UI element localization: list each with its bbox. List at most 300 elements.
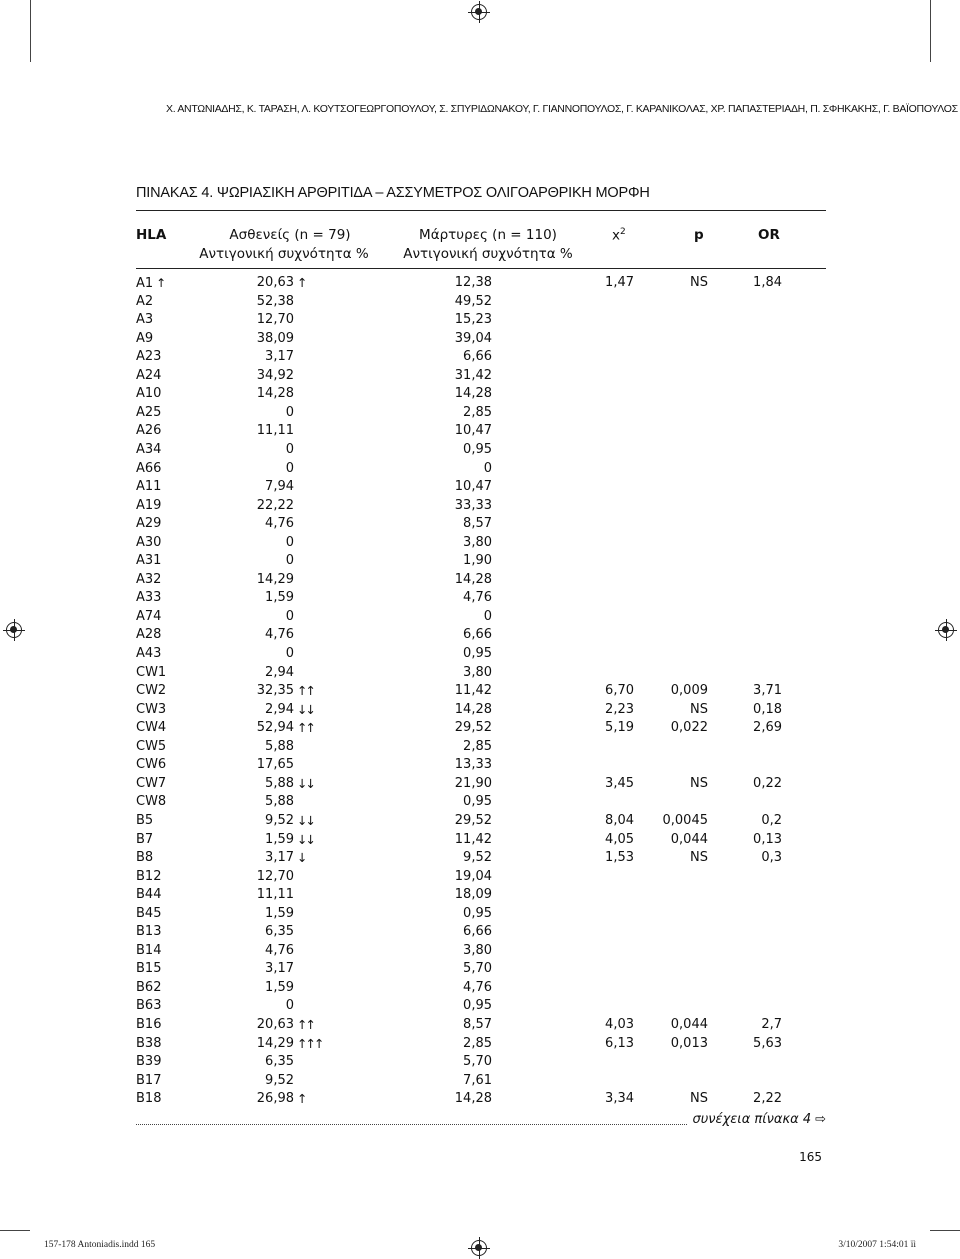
cell-controls-value: 9,52 <box>463 850 492 866</box>
cell-controls-value: 8,57 <box>463 516 492 532</box>
cell-controls <box>420 311 492 330</box>
cell-hla <box>136 1016 196 1035</box>
cell-patients-value: 20,63 <box>256 275 294 290</box>
cell-hla-value: A31 <box>136 553 162 569</box>
cell-controls <box>420 868 492 887</box>
cell-or-value: 0,2 <box>761 812 782 828</box>
cell-patients <box>214 589 294 608</box>
cell-or-value: 3,71 <box>753 683 782 699</box>
registration-mark-left-icon <box>6 622 22 638</box>
cell-controls <box>420 682 492 701</box>
cell-hla-value: B63 <box>136 998 162 1014</box>
cell-controls-value: 21,90 <box>454 775 492 791</box>
cell-controls <box>420 756 492 775</box>
cell-patients <box>214 385 294 404</box>
patients-trend-arrow-icon: ↑↑ <box>297 720 314 736</box>
cell-hla-value: A34 <box>136 441 162 457</box>
cell-hla-value: B13 <box>136 924 162 940</box>
cell-patients-value: 1,59 <box>265 905 294 921</box>
cell-controls <box>420 997 492 1016</box>
cell-patients <box>214 905 294 924</box>
footer-rule-right <box>930 1230 960 1231</box>
cell-hla <box>136 793 196 812</box>
cell-patients <box>214 831 294 850</box>
cell-hla <box>136 849 196 868</box>
cell-controls-value: 6,66 <box>463 627 492 643</box>
cell-controls-value: 0 <box>483 460 492 476</box>
cell-controls-value: 0,95 <box>463 441 492 457</box>
cell-controls-value: 4,76 <box>463 979 492 995</box>
chi2-label: x <box>612 227 620 244</box>
cell-hla-value: A30 <box>136 534 162 550</box>
cell-p <box>652 701 708 720</box>
cell-patients <box>214 645 294 664</box>
cell-hla <box>136 682 196 701</box>
cell-patients <box>214 886 294 905</box>
cell-or <box>736 849 782 868</box>
cell-controls <box>420 1035 492 1054</box>
cell-hla-value: A26 <box>136 423 162 439</box>
cell-hla <box>136 1053 196 1072</box>
cell-hla-value: B8 <box>136 850 154 866</box>
cell-controls-value: 12,38 <box>454 275 492 290</box>
cell-p-value: 0,044 <box>670 831 708 847</box>
cell-controls-value: 3,80 <box>463 942 492 958</box>
cell-hla <box>136 552 196 571</box>
patients-trend-arrow-icon: ↓↓ <box>297 831 314 847</box>
cell-or <box>736 775 782 794</box>
cell-chi2-value: 5,19 <box>605 720 634 736</box>
cell-p <box>652 1035 708 1054</box>
cell-patients <box>214 1072 294 1091</box>
cell-hla-value: A3 <box>136 312 154 328</box>
cell-patients <box>214 1053 294 1072</box>
cell-patients-value: 32,35 <box>256 683 294 699</box>
cell-patients <box>214 1090 294 1109</box>
cell-hla <box>136 311 196 330</box>
cell-hla <box>136 756 196 775</box>
cell-hla-value: A29 <box>136 516 162 532</box>
cell-hla <box>136 775 196 794</box>
cell-chi2-value: 6,70 <box>605 683 634 699</box>
cell-patients-value: 4,76 <box>265 942 294 958</box>
cell-chi2-value: 1,53 <box>605 850 634 866</box>
cell-p-value: NS <box>690 1091 708 1107</box>
footer-rule-left <box>0 1230 30 1231</box>
cell-patients <box>214 812 294 831</box>
cell-hla-value: A2 <box>136 293 154 309</box>
cell-hla-value: B16 <box>136 1017 162 1032</box>
cell-hla-value: A33 <box>136 590 162 606</box>
cell-patients <box>214 478 294 497</box>
cell-hla <box>136 645 196 664</box>
cell-chi2-value: 6,13 <box>605 1035 634 1051</box>
cell-patients-value: 26,98 <box>256 1091 294 1107</box>
cell-patients <box>214 701 294 720</box>
cell-hla <box>136 274 196 294</box>
cell-p-value: NS <box>690 275 708 290</box>
cell-controls-value: 0,95 <box>463 905 492 921</box>
cell-controls-value: 29,52 <box>454 720 492 736</box>
cell-controls <box>420 385 492 404</box>
cell-patients-value: 38,09 <box>256 330 294 346</box>
cell-controls <box>420 942 492 961</box>
cell-chi2-value: 4,05 <box>605 831 634 847</box>
cell-controls <box>420 979 492 998</box>
cell-controls <box>420 793 492 812</box>
cell-controls-value: 5,70 <box>463 961 492 977</box>
cell-or <box>736 1016 782 1035</box>
cell-hla-value: A32 <box>136 571 162 587</box>
cell-chi2-value: 1,47 <box>605 275 634 290</box>
table-title: ΠΙΝΑΚΑΣ 4. ΨΩΡΙΑΣΙΚΗ ΑΡΘΡΙΤΙΔΑ – ΑΣΣΥΜΕΤΡΟΣ ΟΛΙΓΟΑΡΘΡΙΚΗ ΜΟΡΦΗ <box>136 185 650 201</box>
cell-hla <box>136 905 196 924</box>
cell-patients-value: 52,38 <box>256 293 294 309</box>
cell-p-value: NS <box>690 850 708 866</box>
cell-controls-value: 3,80 <box>463 534 492 550</box>
cell-or-value: 2,7 <box>761 1017 782 1032</box>
cell-p <box>652 274 708 293</box>
cell-chi2 <box>590 849 634 868</box>
cell-controls <box>420 886 492 905</box>
cell-chi2-value: 8,04 <box>605 812 634 828</box>
cell-hla <box>136 1035 196 1054</box>
col-header-controls: Μάρτυρες (n = 110) <box>419 227 557 243</box>
cell-patients <box>214 979 294 998</box>
cell-p-value: 0,044 <box>670 1017 708 1032</box>
registration-mark-top-icon <box>471 4 487 20</box>
cell-or-value: 0,22 <box>753 775 782 791</box>
cell-patients <box>214 293 294 312</box>
cell-hla <box>136 478 196 497</box>
cell-chi2 <box>590 831 634 850</box>
patients-trend-arrow-icon: ↑↑↑ <box>297 1035 323 1051</box>
cell-p-value: NS <box>690 775 708 791</box>
cell-p <box>652 1016 708 1035</box>
cell-controls <box>420 923 492 942</box>
cell-hla <box>136 868 196 887</box>
cell-controls <box>420 348 492 367</box>
cell-hla <box>136 701 196 720</box>
cell-hla <box>136 738 196 757</box>
cell-controls <box>420 293 492 312</box>
cell-p <box>652 849 708 868</box>
cell-or-value: 5,63 <box>753 1035 782 1051</box>
cell-hla-value: B12 <box>136 868 162 884</box>
cell-hla <box>136 923 196 942</box>
cell-p-value: 0,013 <box>670 1035 708 1051</box>
cell-patients-value: 0 <box>285 646 294 661</box>
cell-patients-value: 7,94 <box>265 479 294 495</box>
cell-patients <box>214 942 294 961</box>
cell-chi2 <box>590 719 634 738</box>
cell-p <box>652 719 708 738</box>
cell-patients <box>214 422 294 441</box>
cell-patients <box>214 719 294 738</box>
cell-hla-value: CW4 <box>136 720 167 736</box>
cell-controls <box>420 960 492 979</box>
cell-hla-value: B18 <box>136 1091 162 1107</box>
cell-hla <box>136 997 196 1016</box>
cell-or <box>736 812 782 831</box>
cell-hla-value: A10 <box>136 386 162 402</box>
cell-hla-value: B7 <box>136 831 154 847</box>
patients-trend-arrow-icon: ↓↓ <box>297 812 314 828</box>
cell-patients-value: 1,59 <box>265 590 294 606</box>
col-header-chi2 <box>612 227 626 244</box>
dotted-leader <box>136 1114 687 1125</box>
col-header-controls-sub: Αντιγονική συχνότητα % <box>403 246 573 262</box>
cell-or <box>736 1090 782 1109</box>
cell-controls-value: 10,47 <box>454 423 492 439</box>
cell-hla-value: A43 <box>136 646 162 661</box>
cell-controls-value: 4,76 <box>463 590 492 606</box>
cell-patients <box>214 330 294 349</box>
cell-hla <box>136 1090 196 1109</box>
cell-controls <box>420 775 492 794</box>
patients-trend-arrow-icon: ↓ <box>297 850 306 866</box>
cell-or-value: 0,3 <box>761 850 782 866</box>
cell-hla-value: A1 <box>136 276 154 291</box>
cell-chi2 <box>590 701 634 720</box>
cell-controls-value: 7,61 <box>463 1072 492 1088</box>
cell-hla-value: A25 <box>136 404 162 420</box>
cell-controls-value: 15,23 <box>454 312 492 328</box>
cell-patients <box>214 441 294 460</box>
cell-patients <box>214 311 294 330</box>
col-header-hla: HLA <box>136 227 167 243</box>
cell-or-value: 2,22 <box>753 1091 782 1107</box>
header-rule <box>136 268 826 269</box>
cell-patients <box>214 923 294 942</box>
patients-trend-arrow-icon: ↑↑ <box>297 683 314 699</box>
cell-controls <box>420 497 492 516</box>
cell-patients-value: 17,65 <box>256 757 294 773</box>
cell-controls <box>420 664 492 683</box>
cell-controls <box>420 849 492 868</box>
cell-hla-value: B62 <box>136 979 162 995</box>
cell-controls-value: 3,80 <box>463 664 492 680</box>
cell-controls-value: 0 <box>483 608 492 624</box>
cell-patients <box>214 756 294 775</box>
cell-hla <box>136 664 196 683</box>
cell-patients <box>214 571 294 590</box>
cell-patients-value: 2,94 <box>265 701 294 717</box>
cell-chi2 <box>590 274 634 293</box>
cell-controls <box>420 330 492 349</box>
cell-patients-value: 0 <box>285 441 294 457</box>
cell-controls <box>420 422 492 441</box>
cell-hla <box>136 422 196 441</box>
cell-controls <box>420 534 492 553</box>
cell-hla <box>136 942 196 961</box>
cell-controls <box>420 608 492 627</box>
running-header <box>166 103 958 115</box>
cell-patients <box>214 626 294 645</box>
cell-hla-value: A24 <box>136 367 162 383</box>
cell-patients-value: 34,92 <box>256 367 294 383</box>
cell-patients <box>214 534 294 553</box>
page-number: 165 <box>799 1150 822 1164</box>
cell-patients <box>214 868 294 887</box>
hla-trend-arrow-icon: ↑ <box>156 276 165 290</box>
patients-trend-arrow-icon: ↑↑ <box>297 1017 314 1032</box>
cell-hla-value: B45 <box>136 905 162 921</box>
cell-hla <box>136 330 196 349</box>
cell-controls-value: 2,85 <box>463 738 492 754</box>
cell-controls-value: 5,70 <box>463 1054 492 1070</box>
cell-chi2-value: 4,03 <box>605 1017 634 1032</box>
cell-p-value: 0,009 <box>670 683 708 699</box>
cell-controls <box>420 738 492 757</box>
cell-hla-value: A28 <box>136 627 162 643</box>
cell-p-value: NS <box>690 701 708 717</box>
cell-patients-value: 14,29 <box>256 571 294 587</box>
cell-controls <box>420 1090 492 1109</box>
cell-controls-value: 29,52 <box>454 812 492 828</box>
cell-controls-value: 6,66 <box>463 349 492 365</box>
cell-patients-value: 1,59 <box>265 831 294 847</box>
cell-patients-value: 12,70 <box>256 312 294 328</box>
cell-controls-value: 18,09 <box>454 887 492 903</box>
cell-chi2 <box>590 812 634 831</box>
patients-trend-arrow-icon: ↓↓ <box>297 775 314 791</box>
cell-hla-value: A23 <box>136 349 162 365</box>
cell-controls <box>420 701 492 720</box>
cell-hla-value: CW8 <box>136 794 167 810</box>
cell-hla <box>136 831 196 850</box>
cell-controls <box>420 367 492 386</box>
cell-hla-value: A66 <box>136 460 162 476</box>
cell-controls-value: 2,85 <box>463 1035 492 1051</box>
cell-patients-value: 5,88 <box>265 794 294 810</box>
patients-trend-arrow-icon: ↑ <box>297 275 306 290</box>
cell-hla <box>136 460 196 479</box>
cell-hla <box>136 960 196 979</box>
cell-controls <box>420 515 492 534</box>
cell-patients <box>214 274 294 293</box>
cell-or <box>736 701 782 720</box>
cell-hla-value: CW6 <box>136 757 167 773</box>
cell-controls-value: 31,42 <box>454 367 492 383</box>
cell-patients-value: 0 <box>285 553 294 569</box>
cell-chi2 <box>590 1016 634 1035</box>
cell-controls-value: 14,28 <box>454 1091 492 1107</box>
cell-p-value: 0,022 <box>670 720 708 736</box>
cell-controls <box>420 1072 492 1091</box>
cell-patients-value: 11,11 <box>256 423 294 439</box>
cell-patients <box>214 460 294 479</box>
cell-patients <box>214 1035 294 1054</box>
cell-or <box>736 1035 782 1054</box>
patients-trend-arrow-icon: ↑ <box>297 1091 306 1107</box>
cell-controls-value: 10,47 <box>454 479 492 495</box>
cell-controls <box>420 831 492 850</box>
print-footer <box>30 1240 930 1254</box>
footer-filename: 157-178 Antoniadis.indd 165 <box>44 1240 156 1250</box>
cell-controls <box>420 1053 492 1072</box>
cell-hla-value: A11 <box>136 479 162 495</box>
cell-patients-value: 9,52 <box>265 812 294 828</box>
cell-patients-value: 14,28 <box>256 386 294 402</box>
cell-controls-value: 0,95 <box>463 794 492 810</box>
cell-hla <box>136 1072 196 1091</box>
cell-patients <box>214 608 294 627</box>
cell-controls <box>420 645 492 664</box>
col-header-or: OR <box>758 227 780 243</box>
cell-patients-value: 0 <box>285 404 294 420</box>
cell-patients <box>214 793 294 812</box>
cell-chi2-value: 3,34 <box>605 1091 634 1107</box>
cell-chi2 <box>590 1035 634 1054</box>
cell-controls-value: 2,85 <box>463 404 492 420</box>
cell-patients-value: 52,94 <box>256 720 294 736</box>
cell-patients-value: 1,59 <box>265 979 294 995</box>
cell-hla <box>136 589 196 608</box>
cell-patients-value: 6,35 <box>265 1054 294 1070</box>
crop-mark-right <box>930 0 931 62</box>
cell-chi2-value: 2,23 <box>605 701 634 717</box>
cell-patients-value: 3,17 <box>265 850 294 866</box>
cell-patients <box>214 738 294 757</box>
cell-patients <box>214 367 294 386</box>
cell-hla-value: B5 <box>136 812 154 828</box>
cell-hla-value: B14 <box>136 942 162 958</box>
cell-hla-value: B17 <box>136 1072 162 1088</box>
cell-controls-value: 14,28 <box>454 571 492 587</box>
cell-patients <box>214 1016 294 1035</box>
cell-patients <box>214 404 294 423</box>
cell-patients <box>214 960 294 979</box>
cell-controls <box>420 626 492 645</box>
cell-controls <box>420 571 492 590</box>
cell-patients-value: 4,76 <box>265 516 294 532</box>
cell-hla <box>136 404 196 423</box>
cell-p <box>652 831 708 850</box>
cell-hla <box>136 886 196 905</box>
registration-mark-right-icon <box>938 622 954 638</box>
cell-patients <box>214 348 294 367</box>
cell-controls-value: 13,33 <box>454 757 492 773</box>
cell-p <box>652 775 708 794</box>
cell-or <box>736 719 782 738</box>
cell-patients-value: 14,29 <box>256 1035 294 1051</box>
cell-controls-value: 1,90 <box>463 553 492 569</box>
cell-patients-value: 5,88 <box>265 738 294 754</box>
cell-hla <box>136 385 196 404</box>
cell-patients <box>214 515 294 534</box>
cell-or <box>736 831 782 850</box>
cell-controls-value: 8,57 <box>463 1017 492 1032</box>
cell-hla-value: B38 <box>136 1035 162 1051</box>
col-header-patients-sub: Αντιγονική συχνότητα % <box>199 246 369 262</box>
cell-or-value: 1,84 <box>753 275 782 290</box>
cell-controls <box>420 441 492 460</box>
continuation-text: συνέχεια πίνακα 4 <box>692 1112 812 1127</box>
running-header-text: Χ. ΑΝΤΩΝΙΑΔΗΣ, Κ. ΤΑΡΑΣΗ, Λ. ΚΟΥΤΣΟΓΕΩΡΓΟΠΟΥΛΟΥ, Σ. ΣΠΥΡΙΔΩΝΑΚΟΥ, Γ. ΓΙΑΝΝΟΠΟΥΛΟΣ, Γ. ΚΑΡΑΝΙΚΟΛΑΣ, ΧΡ. ΠΑΠΑΣΤΕΡΙΑΔΗ, Π. ΣΦΗΚΑΚΗΣ, Γ. ΒΑΪΟΠΟΥΛΟΣ <box>166 103 958 115</box>
cell-hla <box>136 367 196 386</box>
cell-hla-value: CW3 <box>136 701 167 717</box>
cell-controls <box>420 552 492 571</box>
cell-hla <box>136 497 196 516</box>
cell-hla <box>136 571 196 590</box>
crop-mark-left <box>30 0 31 62</box>
cell-chi2 <box>590 1090 634 1109</box>
cell-controls-value: 19,04 <box>454 868 492 884</box>
cell-or <box>736 682 782 701</box>
cell-hla-value: B39 <box>136 1054 162 1070</box>
cell-patients-value: 20,63 <box>256 1017 294 1032</box>
